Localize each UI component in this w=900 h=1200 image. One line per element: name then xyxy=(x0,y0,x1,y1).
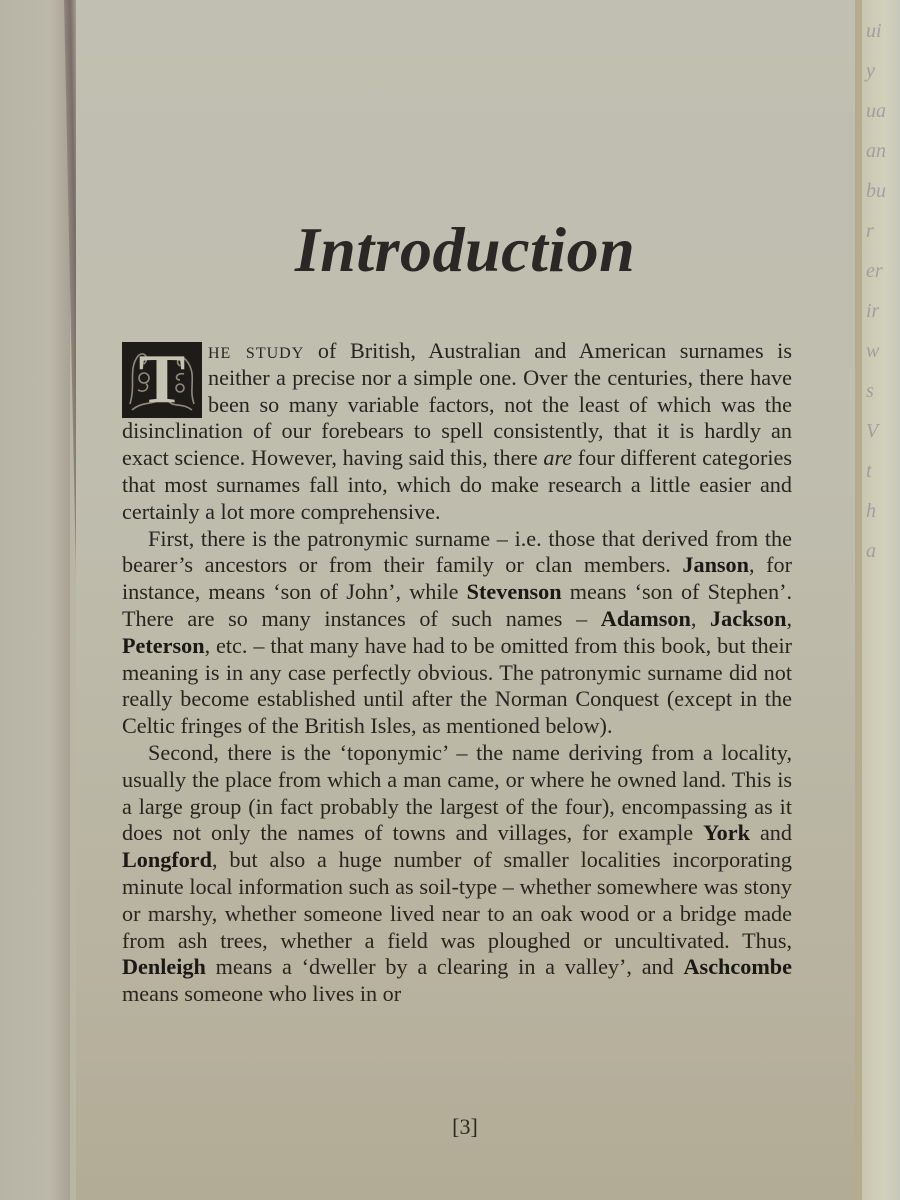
paragraph-1 xyxy=(122,338,792,526)
next-page-text-fragment: t xyxy=(866,460,872,482)
chapter-title: Introduction xyxy=(294,213,636,285)
text-run: means ‘son of Stephen’. There are so many instances of such names – xyxy=(122,579,793,631)
next-page-text-fragment: V xyxy=(866,420,879,442)
next-page-text-fragment: h xyxy=(866,500,876,522)
surname-example: Janson xyxy=(682,552,749,578)
next-page-text-fragment: ir xyxy=(866,300,880,322)
text-run: four different categories that most surnames fall into, which do make research a little easier and certainly a lot more comprehensive. xyxy=(122,445,792,524)
surname-example: Jackson xyxy=(710,605,787,631)
text-run: and xyxy=(749,820,792,846)
text-run: means someone who lives in or xyxy=(122,981,402,1007)
lead-small-caps: he study xyxy=(208,338,305,363)
text-run: First, there is the patronymic surname – i.e. those that derived from the bearer’s ancestors or from their family or clan members. xyxy=(122,525,792,578)
next-page-text-fragment: y xyxy=(866,60,875,82)
next-page-text-fragment: r xyxy=(866,220,874,242)
text-run: , for instance, means ‘son of John’, while xyxy=(122,552,793,605)
surname-example: Stevenson xyxy=(466,579,562,605)
next-page-text-fragment: ui xyxy=(866,20,882,42)
surname-example: Adamson xyxy=(600,605,691,631)
next-page-text-fragment: a xyxy=(866,540,876,562)
next-page-text-fragment: an xyxy=(866,140,886,162)
paragraph-2 xyxy=(122,526,792,740)
paragraph-3 xyxy=(122,740,792,1008)
text-run: of British, Australian and American surnames is neither a precise nor a simple one. Over the centuries, there have been so many variable factors, not the least of which was the disinclination of our forebears to spell consistently, that it is hardly an exact science. However, having said this, there xyxy=(122,338,792,471)
next-page-text-fragment: bu xyxy=(866,180,886,202)
next-page-text-fragment: w xyxy=(866,340,880,362)
body-text xyxy=(122,338,792,1008)
text-run: means a ‘dweller by a clearing in a valley’, and xyxy=(205,954,684,980)
text-run: , xyxy=(690,605,710,631)
text-run: , but also a huge number of smaller localities incorporating minute local information such as soil-type – whether somewhere was stony or marshy, whether someone lived near to an oak wood or a bridge made from ash trees, whether a field was ploughed or uncultivated. Thus, xyxy=(122,847,792,953)
surname-example: Aschcombe xyxy=(683,954,792,980)
text-run: Second, there is the ‘toponymic’ – the name deriving from a locality, usually the place from which a man came, or where he owned land. This is a large group (in fact probably the largest of the four), encompassing as it does not only the names of towns and villages, for example xyxy=(122,739,792,846)
surname-example: York xyxy=(703,820,750,846)
text-run: , etc. – that many have had to be omitted from this book, but their meaning is in any case perfectly obvious. The patronymic surname did not really become established until after the Norman Conquest (except in the Celtic fringes of the British Isles, as mentioned below). xyxy=(122,632,792,739)
next-page-text-fragment: er xyxy=(866,260,883,282)
page-number: [3] xyxy=(452,1114,478,1139)
surname-example: Peterson xyxy=(122,632,205,658)
next-page-text-fragment: ua xyxy=(866,100,886,122)
text-run: , xyxy=(786,605,792,631)
emphasis: are xyxy=(543,445,573,471)
next-page-text-fragment: s xyxy=(866,380,874,402)
surname-example: Longford xyxy=(122,847,212,873)
ornamental-drop-cap xyxy=(122,342,202,418)
drop-cap-letter: T xyxy=(138,341,186,418)
surname-example: Denleigh xyxy=(122,954,206,980)
facing-left-page xyxy=(0,0,70,1200)
